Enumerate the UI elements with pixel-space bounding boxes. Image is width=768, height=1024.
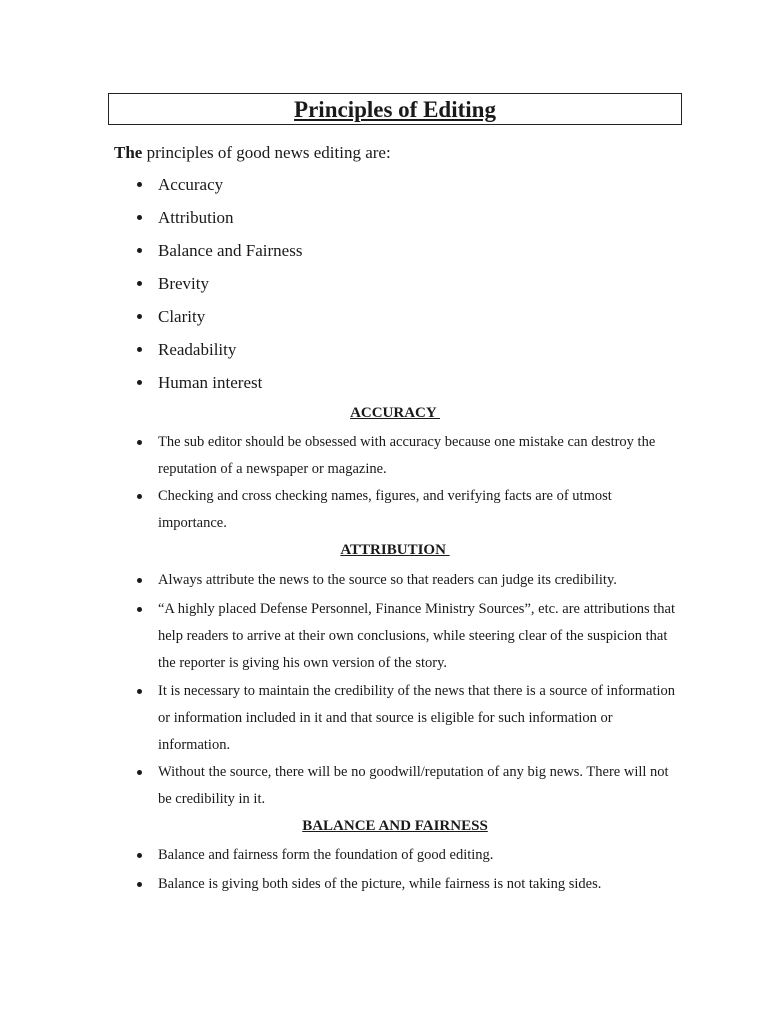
section-heading-attribution: ATTRIBUTION xyxy=(340,542,450,558)
accuracy-points xyxy=(0,429,768,537)
principle-item: Brevity xyxy=(0,270,768,303)
balance-fairness-points xyxy=(0,842,768,898)
list-item: It is necessary to maintain the credibility of the news that there is a source of information or information included in it and that source is eligible for such information or information. xyxy=(0,678,678,759)
intro-text: principles of good news editing are: xyxy=(142,143,391,162)
principle-item: Clarity xyxy=(0,303,768,336)
list-item: Balance and fairness form the foundation of good editing. xyxy=(0,842,678,869)
principle-item: Balance and Fairness xyxy=(0,237,768,270)
intro-sentence xyxy=(114,141,391,165)
list-item: Checking and cross checking names, figures, and verifying facts are of utmost importance. xyxy=(0,483,678,537)
list-item: “A highly placed Defense Personnel, Finance Ministry Sources”, etc. are attributions that help readers to arrive at their own conclusions, while steering clear of the suspicion that the reporter is giving his own version of the story. xyxy=(0,596,678,677)
list-item: Balance is giving both sides of the picture, while fairness is not taking sides. xyxy=(0,871,678,898)
intro-lead: The xyxy=(114,143,143,162)
list-item: Always attribute the news to the source so that readers can judge its credibility. xyxy=(0,567,678,594)
list-item: The sub editor should be obsessed with accuracy because one mistake can destroy the reputation of a newspaper or magazine. xyxy=(0,429,678,483)
list-item: Without the source, there will be no goodwill/reputation of any big news. There will not be credibility in it. xyxy=(0,759,678,813)
principle-item: Attribution xyxy=(0,204,768,237)
principles-list xyxy=(0,171,768,395)
section-heading-accuracy: ACCURACY xyxy=(350,405,440,421)
principle-item: Accuracy xyxy=(0,171,768,204)
page-title: Principles of Editing xyxy=(294,97,496,122)
title-box xyxy=(108,93,682,125)
attribution-points xyxy=(0,567,768,813)
section-heading-balance-fairness: BALANCE AND FAIRNESS xyxy=(302,818,488,834)
principle-item: Human interest xyxy=(0,369,768,395)
principle-item: Readability xyxy=(0,336,768,369)
